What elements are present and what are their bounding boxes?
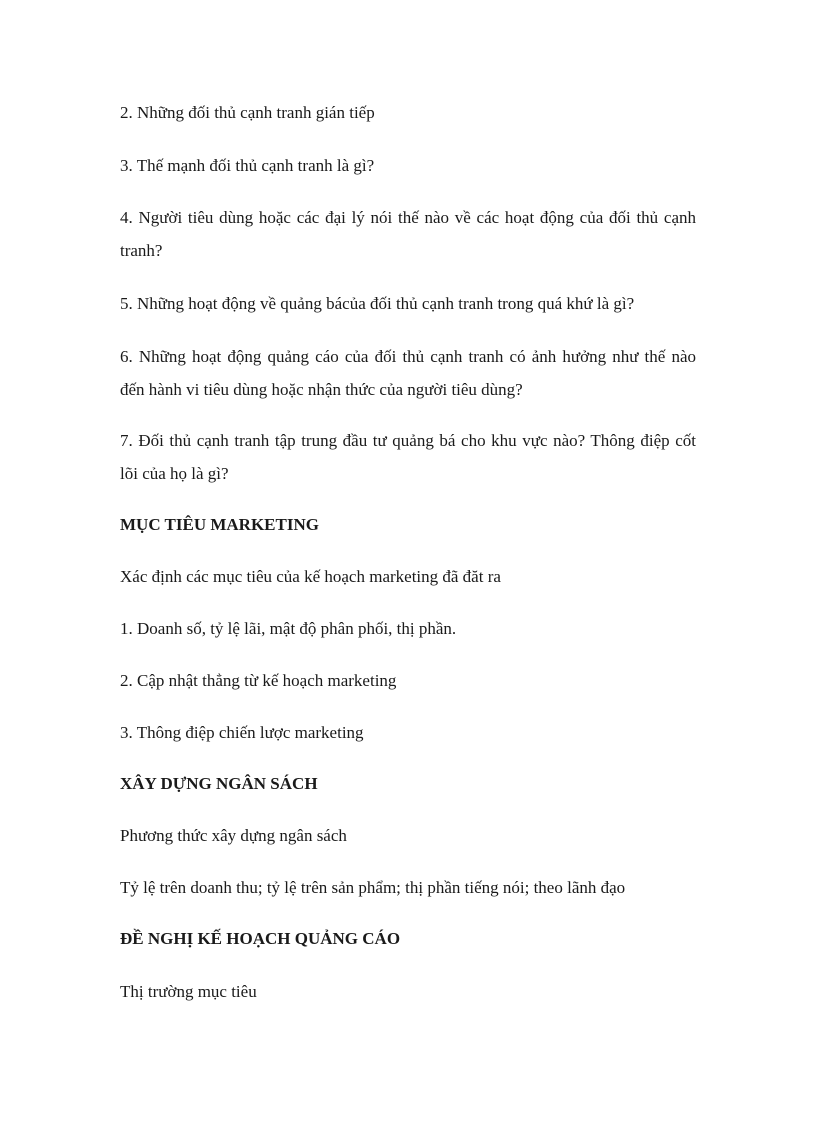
budget-methods-detail: Tỷ lệ trên doanh thu; tỷ lệ trên sản phẩm; thị phần tiếng nói; theo lãnh đạo <box>120 878 626 897</box>
list-item-past-promotion: 5. Những hoạt động về quảng bácủa đối thủ cạnh tranh trong quá khứ là gì? <box>120 294 635 313</box>
list-item-competitor-strengths: 3. Thế mạnh đối thủ cạnh tranh là gì? <box>120 156 375 175</box>
list-item-ad-influence-text: 6. Những hoạt động quảng cáo của đối thủ cạnh tranh có ảnh hưởng như thế nào <box>120 347 696 366</box>
section-heading-budget: XÂY DỰNG NGÂN SÁCH <box>120 774 318 793</box>
section-intro-target-market: Thị trường mục tiêu <box>120 982 257 1001</box>
list-item-ad-influence-line1 <box>120 340 696 374</box>
section-intro-marketing-goals: Xác định các mục tiêu của kế hoạch marketing đã đăt ra <box>120 567 501 586</box>
list-item-consumer-opinions-text: 4. Người tiêu dùng hoặc các đại lý nói thế nào về các hoạt động của đối thủ cạnh <box>120 208 696 227</box>
section-intro-budget: Phương thức xây dựng ngân sách <box>120 826 347 845</box>
list-item-update-from-plan: 2. Cập nhật thẳng từ kế hoạch marketing <box>120 671 397 690</box>
list-item-ad-influence-line2: đến hành vi tiêu dùng hoặc nhận thức của người tiêu dùng? <box>120 380 523 399</box>
list-item-investment-focus-line1 <box>120 424 696 458</box>
list-item-strategic-message: 3. Thông điệp chiến lược marketing <box>120 723 364 742</box>
section-heading-marketing-goals: MỤC TIÊU MARKETING <box>120 515 319 534</box>
list-item-consumer-opinions-line2: tranh? <box>120 241 163 260</box>
list-item-investment-focus-text: 7. Đối thủ cạnh tranh tập trung đầu tư quảng bá cho khu vực nào? Thông điệp cốt <box>120 431 696 450</box>
list-item-sales-metrics: 1. Doanh số, tỷ lệ lãi, mật độ phân phối, thị phần. <box>120 619 457 638</box>
list-item-investment-focus-line2: lõi của họ là gì? <box>120 464 229 483</box>
list-item-indirect-competitors: 2. Những đối thủ cạnh tranh gián tiếp <box>120 103 375 122</box>
list-item-consumer-opinions-line1 <box>120 201 696 235</box>
section-heading-ad-plan: ĐỀ NGHỊ KẾ HOẠCH QUẢNG CÁO <box>120 929 401 948</box>
